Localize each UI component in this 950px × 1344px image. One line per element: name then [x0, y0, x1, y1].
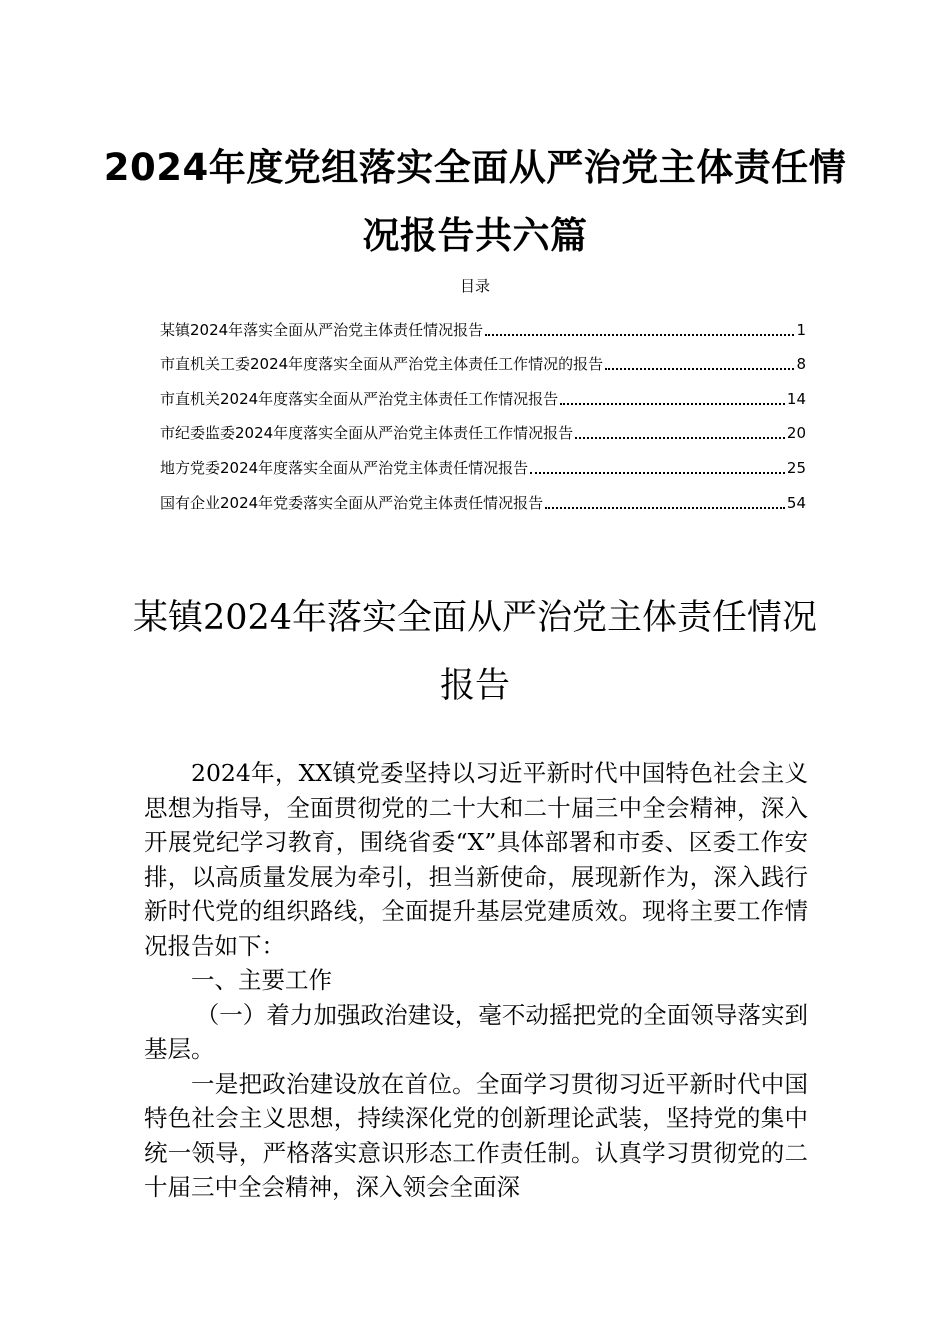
toc-leader-dots: [485, 334, 794, 336]
toc-entry-page: 14: [786, 389, 806, 408]
body-subheading: （一）着力加强政治建设，毫不动摇把党的全面领导落实到基层。: [144, 1000, 808, 1063]
toc-entry-label: 国有企业2024年党委落实全面从严治党主体责任情况报告: [160, 493, 544, 512]
toc-entry-page: 25: [786, 458, 806, 477]
toc-entry[interactable]: [160, 343, 806, 378]
toc-entry-label: 市直机关工委2024年度落实全面从严治党主体责任工作情况的报告: [160, 355, 604, 374]
toc-entry[interactable]: [160, 446, 806, 481]
toc-entry-label: 某镇2024年落实全面从严治党主体责任情况报告: [160, 320, 484, 339]
body-paragraph: 2024年，XX镇党委坚持以习近平新时代中国特色社会主义思想为指导，全面贯彻党的二十大和二十届三中全会精神，深入开展党纪学习教育，围绕省委“X”具体部署和市委、区委工作安排，以高质量发展为牵引，担当新使命，展现新作为，深入践行新时代党的组织路线，全面提升基层党建质效。现将主要工作情况报告如下：: [144, 759, 808, 960]
toc-entry-page: 54: [786, 493, 806, 512]
body-text: [144, 756, 808, 1205]
toc-entry[interactable]: [160, 412, 806, 447]
toc-heading: 目录: [459, 277, 490, 295]
toc-leader-dots: [575, 437, 785, 439]
toc-entry-label: 地方党委2024年度落实全面从严治党主体责任情况报告: [160, 458, 529, 477]
toc-entry[interactable]: [160, 308, 806, 343]
section-title: 某镇2024年落实全面从严治党主体责任情况报告: [132, 598, 818, 706]
toc-entry[interactable]: [160, 377, 806, 412]
toc-leader-dots: [530, 472, 785, 474]
body-heading: 一、主要工作: [191, 966, 332, 994]
toc-leader-dots: [605, 368, 794, 370]
document-title: 2024年度党组落实全面从严治党主体责任情况报告共六篇: [103, 146, 847, 257]
table-of-contents: [160, 308, 806, 516]
toc-entry-label: 市直机关2024年度落实全面从严治党主体责任工作情况报告: [160, 389, 559, 408]
toc-entry[interactable]: [160, 481, 806, 516]
body-paragraph: 一是把政治建设放在首位。全面学习贯彻习近平新时代中国特色社会主义思想，持续深化党的创新理论武装，坚持党的集中统一领导，严格落实意识形态工作责任制。认真学习贯彻党的二十届三中全会精神，深入领会全面深: [144, 1069, 808, 1201]
toc-entry-page: 1: [796, 320, 806, 339]
toc-entry-page: 20: [786, 424, 806, 443]
toc-entry-page: 8: [796, 355, 806, 374]
toc-entry-label: 市纪委监委2024年度落实全面从严治党主体责任工作情况报告: [160, 424, 574, 443]
toc-leader-dots: [560, 403, 785, 405]
toc-leader-dots: [545, 507, 785, 509]
